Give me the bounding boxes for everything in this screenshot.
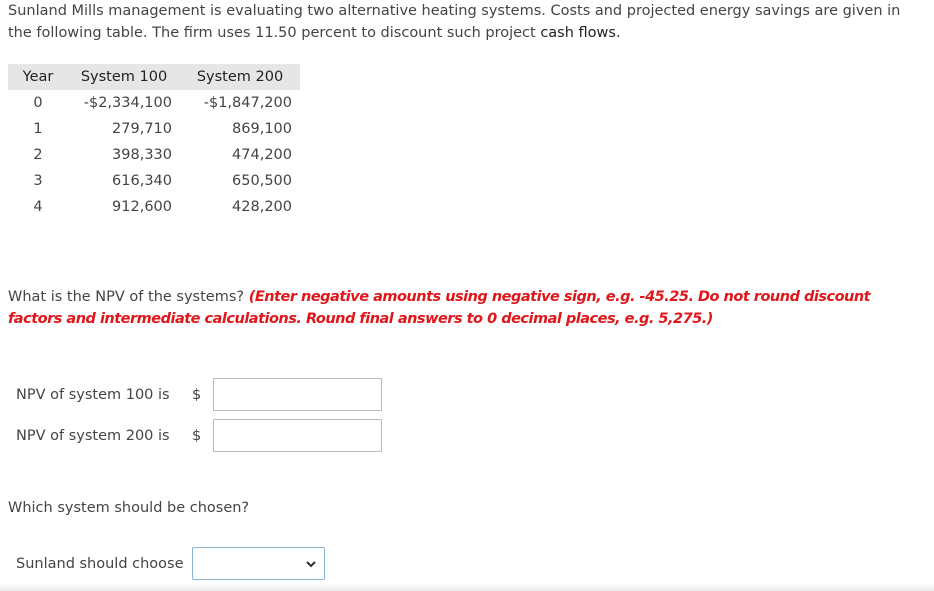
chevron-down-icon <box>304 557 318 571</box>
choice-label: Sunland should choose <box>16 555 184 572</box>
header-system-200: System 200 <box>180 64 300 90</box>
npv-system-200-row <box>16 419 382 452</box>
npv-system-100-label: NPV of system 100 is <box>16 386 170 403</box>
system-200-cell: 428,200 <box>232 199 292 215</box>
table-row <box>8 194 300 220</box>
choice-row <box>16 547 325 580</box>
currency-symbol: $ <box>192 386 202 403</box>
system-200-cell: -$1,847,200 <box>203 95 292 111</box>
header-system-100: System 100 <box>68 64 180 90</box>
system-100-cell: 616,340 <box>112 173 172 189</box>
cash-flow-table <box>8 64 300 220</box>
table-row <box>8 168 300 194</box>
system-100-cell: -$2,334,100 <box>83 95 172 111</box>
npv-system-100-input[interactable] <box>213 378 382 411</box>
npv-question <box>8 286 928 330</box>
problem-text: Sunland Mills management is evaluating two alternative heating systems. Costs and projected energy savings are given in the following table. The firm uses 11.50 percent to discount such project <box>8 3 901 41</box>
table-row <box>8 142 300 168</box>
table-row <box>8 116 300 142</box>
year-cell: 2 <box>33 147 43 163</box>
year-cell: 3 <box>33 173 43 189</box>
system-100-cell: 398,330 <box>112 147 172 163</box>
header-year: Year <box>8 64 68 90</box>
npv-system-100-row <box>16 378 382 411</box>
system-200-cell: 650,500 <box>232 173 292 189</box>
currency-symbol: $ <box>192 427 202 444</box>
system-200-cell: 474,200 <box>232 147 292 163</box>
year-cell: 4 <box>33 199 43 215</box>
system-choice-dropdown[interactable] <box>192 547 325 580</box>
year-cell: 1 <box>33 121 43 137</box>
year-cell: 0 <box>33 95 43 111</box>
problem-statement <box>8 0 908 44</box>
instruction-text: (Enter negative amounts using negative sign, e.g. -45.25. Do not round discount factors and intermediate calculations. Round final answers to 0 decimal places, e.g. 5,275.) <box>8 289 871 327</box>
table-row <box>8 90 300 116</box>
npv-system-200-input[interactable] <box>213 419 382 452</box>
choice-question: Which system should be chosen? <box>8 500 250 516</box>
npv-system-200-label: NPV of system 200 is <box>16 427 170 444</box>
system-200-cell: 869,100 <box>232 121 292 137</box>
system-100-cell: 279,710 <box>112 121 172 137</box>
page-bottom-edge <box>0 583 934 591</box>
table-header-row <box>8 64 300 90</box>
cash-flows-term: cash flows. <box>540 25 621 41</box>
question-text: What is the NPV of the systems? <box>8 289 245 305</box>
system-100-cell: 912,600 <box>112 199 172 215</box>
